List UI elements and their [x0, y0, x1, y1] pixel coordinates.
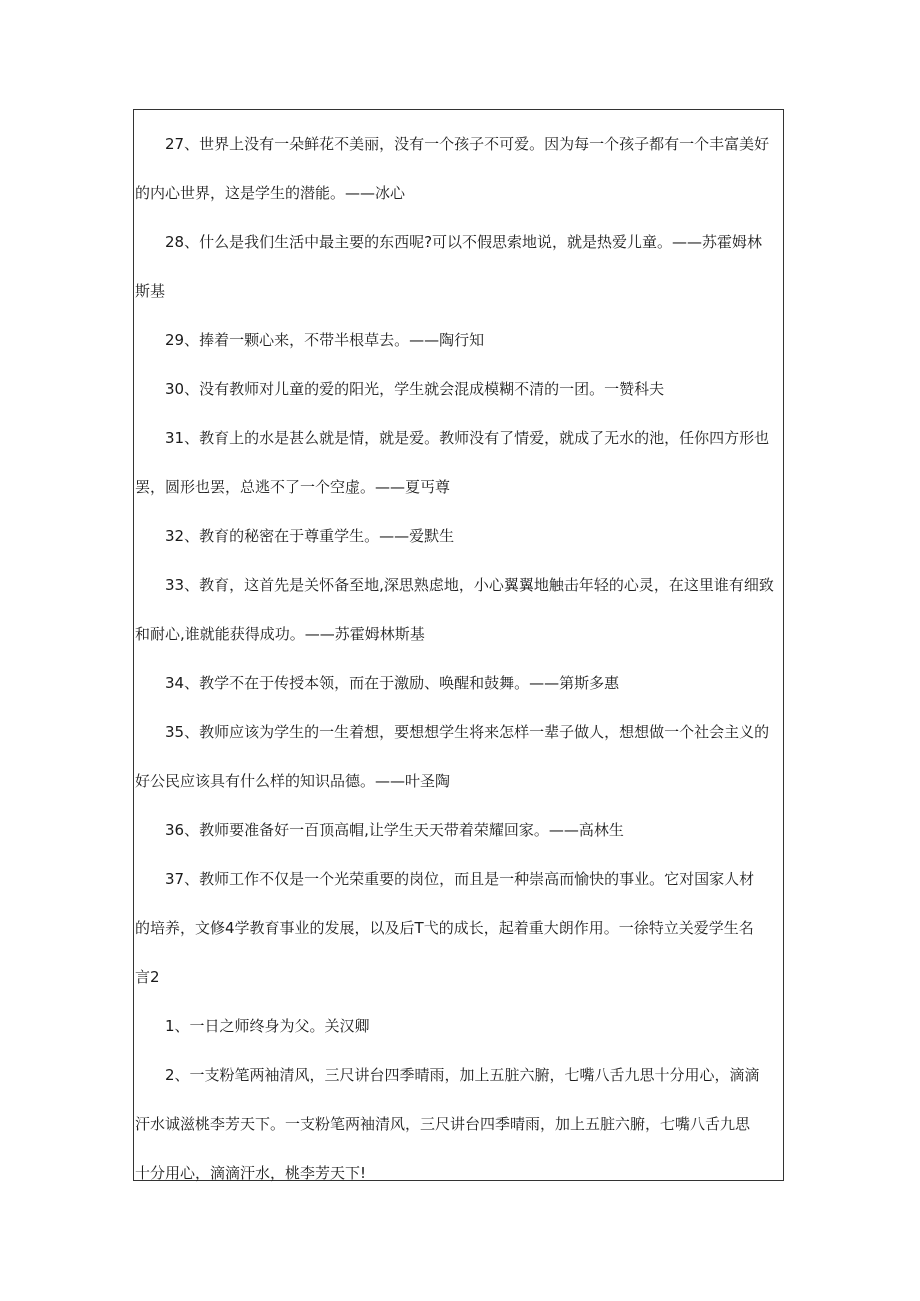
- text-line-16: 37、教师工作不仅是一个光荣重要的岗位，而且是一种崇高而愉快的事业。它对国家人材: [165, 870, 755, 888]
- text-line-8: 罢，圆形也罢，总逃不了一个空虚。——夏丐尊: [135, 478, 451, 496]
- text-line-19: 1、一日之师终身为父。关汉卿: [165, 1017, 370, 1035]
- text-line-4: 斯基: [135, 282, 166, 300]
- text-line-14: 好公民应该具有什么样的知识品德。——叶圣陶: [135, 772, 451, 790]
- text-line-12: 34、教学不在于传授本领，而在于激励、唤醒和鼓舞。——第斯多惠: [165, 674, 620, 692]
- text-line-11: 和耐心,谁就能获得成功。——苏霍姆林斯基: [135, 625, 425, 643]
- text-line-17: 的培养，文修4学教育事业的发展，以及后T弋的成长，起着重大朗作用。一徐特立关爱学生名: [135, 919, 754, 937]
- text-line-22: 十分用心，滴滴汗水，桃李芳天下!: [135, 1164, 367, 1182]
- text-line-20: 2、一支粉笔两袖清风，三尺讲台四季晴雨，加上五脏六腑，七嘴八舌九思十分用心，滴滴: [165, 1066, 760, 1084]
- document-frame: [133, 109, 784, 1181]
- text-line-7: 31、教育上的水是甚么就是情，就是爱。教师没有了情爱，就成了无水的池，任你四方形也: [165, 429, 770, 447]
- text-line-6: 30、没有教师对儿童的爱的阳光，学生就会混成模糊不清的一团。一赞科夫: [165, 380, 665, 398]
- text-line-18: 言2: [135, 968, 160, 986]
- text-line-3: 28、什么是我们生活中最主要的东西呢?可以不假思索地说，就是热爱儿童。——苏霍姆林: [165, 233, 763, 251]
- text-line-13: 35、教师应该为学生的一生着想，要想想学生将来怎样一辈子做人，想想做一个社会主义的: [165, 723, 770, 741]
- text-line-10: 33、教育，这首先是关怀备至地,深思熟虑地，小心翼翼地触击年轻的心灵，在这里谁有细致: [165, 576, 774, 594]
- text-line-9: 32、教育的秘密在于尊重学生。——爱默生: [165, 527, 455, 545]
- document-body: [134, 110, 783, 1180]
- text-line-15: 36、教师要准备好一百顶高帽,让学生天天带着荣耀回家。——高林生: [165, 821, 624, 839]
- text-line-5: 29、捧着一颗心来，不带半根草去。——陶行知: [165, 331, 485, 349]
- text-line-21: 汗水诚滋桃李芳天下。一支粉笔两袖清风，三尺讲台四季晴雨，加上五脏六腑，七嘴八舌九思: [135, 1115, 751, 1133]
- text-line-1: 27、世界上没有一朵鲜花不美丽，没有一个孩子不可爱。因为每一个孩子都有一个丰富美好: [165, 135, 770, 153]
- text-line-2: 的内心世界，这是学生的潜能。——冰心: [135, 184, 406, 202]
